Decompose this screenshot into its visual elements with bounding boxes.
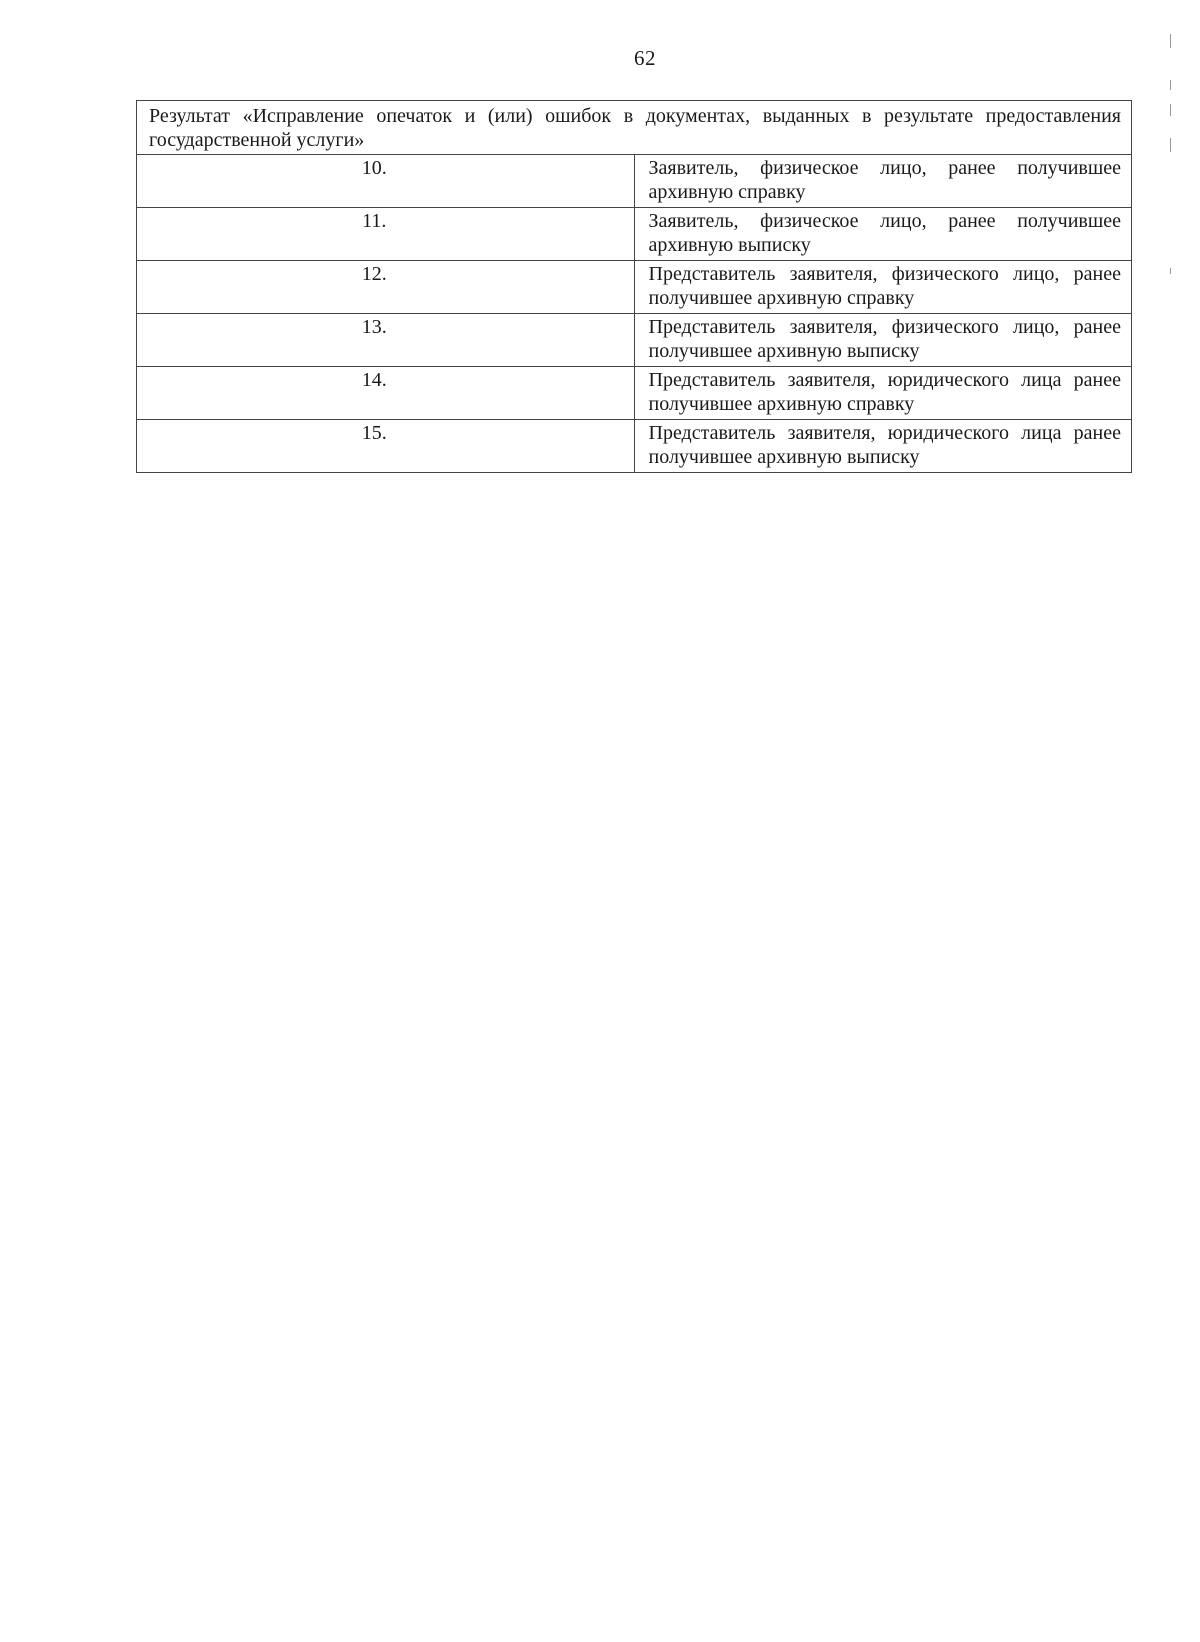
table-row	[137, 261, 1132, 314]
row-description: Представитель заявителя, юридического лица ранее получившее архивную справку	[634, 367, 1132, 420]
row-description: Заявитель, физическое лицо, ранее получившее архивную справку	[634, 155, 1132, 208]
table-caption: Результат «Исправление опечаток и (или) ошибок в документах, выданных в результате предоставления государственной услуги»	[137, 101, 1132, 155]
row-number: 14.	[137, 367, 635, 420]
table-row	[137, 314, 1132, 367]
row-description: Заявитель, физическое лицо, ранее получившее архивную выписку	[634, 208, 1132, 261]
table-caption-row	[137, 101, 1132, 155]
scan-edge-mark	[1170, 34, 1171, 48]
scan-edge-mark	[1170, 80, 1171, 90]
row-number: 12.	[137, 261, 635, 314]
row-description: Представитель заявителя, физического лицо, ранее получившее архивную выписку	[634, 314, 1132, 367]
row-description: Представитель заявителя, физического лицо, ранее получившее архивную справку	[634, 261, 1132, 314]
applicant-variants-table	[136, 100, 1132, 473]
row-number: 11.	[137, 208, 635, 261]
table-row	[137, 155, 1132, 208]
table-row	[137, 367, 1132, 420]
row-number: 15.	[137, 420, 635, 473]
page-number: 62	[634, 46, 656, 70]
scan-edge-mark	[1170, 104, 1171, 116]
scan-edge-mark	[1170, 138, 1171, 152]
row-description: Представитель заявителя, юридического лица ранее получившее архивную выписку	[634, 420, 1132, 473]
table-row	[137, 208, 1132, 261]
scan-edge-mark	[1170, 268, 1171, 274]
row-number: 13.	[137, 314, 635, 367]
table-row	[137, 420, 1132, 473]
row-number: 10.	[137, 155, 635, 208]
